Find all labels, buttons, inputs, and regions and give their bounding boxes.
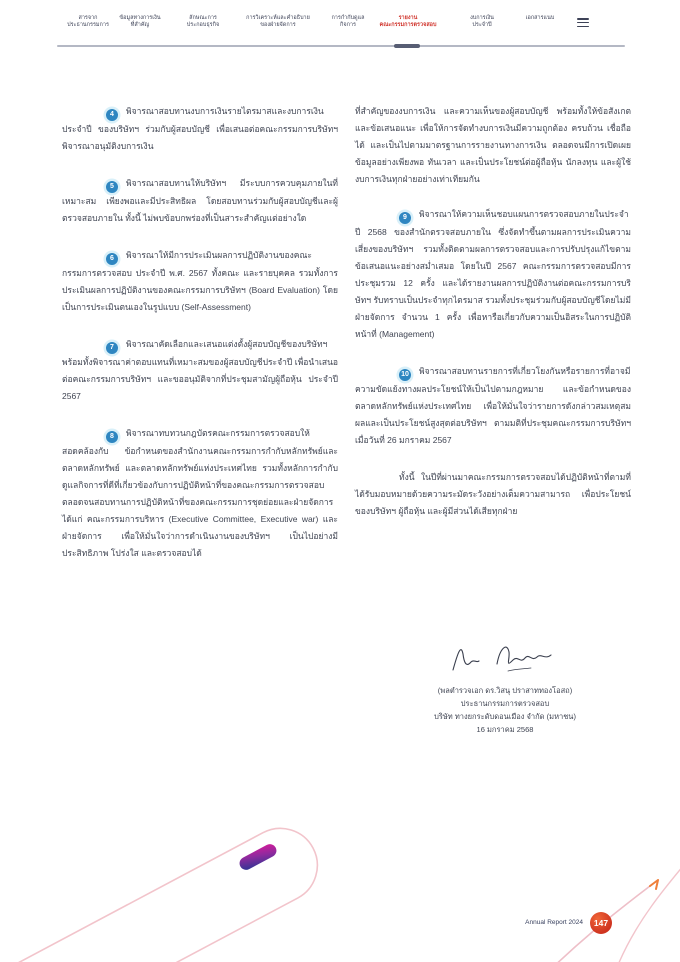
handwritten-signature [445, 638, 565, 680]
paragraph-item-9 [355, 206, 631, 343]
item-number-badge: 7 [106, 342, 118, 354]
item-number-badge: 9 [399, 212, 411, 224]
nav-tab-financial-highlights[interactable] [119, 15, 160, 29]
hamburger-menu-icon[interactable] [577, 18, 589, 28]
item-number-badge: 5 [106, 181, 118, 193]
signature-block [380, 638, 630, 736]
tab-label: งบการเงิน [470, 15, 494, 21]
section-progress-bar[interactable] [57, 45, 625, 47]
nav-tab-financial-statements[interactable] [470, 15, 494, 29]
nav-tab-governance[interactable] [331, 15, 364, 29]
tab-label: รายงาน [398, 15, 418, 21]
signature-date: 16 มกราคม 2568 [476, 725, 534, 734]
section-navigation [0, 0, 680, 52]
paragraph-text: พิจารณาสอบทานให้บริษัทฯ มีระบบการควบคุมภายในที่เหมาะสม เพียงพอและมีประสิทธิผล โดยสอบทานร่วมกับผู้สอบบัญชีและผู้ตรวจสอบภายใน ทั้งนี้ ไม่พบข้อบกพร่องที่เป็นสาระสำคัญแต่อย่างใด [62, 178, 338, 223]
tab-label: ลักษณะการ [189, 15, 217, 21]
paragraph-closing: ทั้งนี้ ในปีที่ผ่านมาคณะกรรมการตรวจสอบได้ปฏิบัติหน้าที่ตามที่ได้รับมอบหมายด้วยความระมัดระวังอย่างเต็มความสามารถ เพื่อประโยชน์ของบริษัทฯ ผู้ถือหุ้น และผู้มีส่วนได้เสียทุกฝ่าย [355, 472, 631, 516]
road-loop-outline [0, 815, 330, 962]
right-text-column [355, 103, 631, 540]
right-curve-line-2 [618, 846, 680, 962]
paragraph-continuation: ที่สำคัญของงบการเงิน และความเห็นของผู้สอบบัญชี พร้อมทั้งให้ข้อสังเกตและข้อเสนอแนะ เพื่อให้การจัดทำงบการเงินมีความถูกต้อง ครบถ้วน เชื่อถือได้ และเป็นไปตามมาตรฐานการรายงานทางการเงิน ตลอดจนมีการเปิดเผยข้อมูลอย่างเพียงพอ ทันเวลา และเป็นประโยชน์ต่อผู้ถือหุ้น นักลงทุน และผู้ใช้งบการเงินทุกฝ่ายอย่างเท่าเทียมกัน [355, 106, 631, 184]
paragraph-item-7 [62, 336, 338, 405]
tab-label: คณะกรรมการตรวจสอบ [379, 22, 437, 28]
signatory-name: (พลตำรวจเอก ดร.วิสนุ ปราสาททองโอสถ) [437, 686, 573, 695]
item-number-badge: 4 [106, 109, 118, 121]
item-number-badge: 6 [106, 253, 118, 265]
page-number-badge: 147 [590, 912, 612, 934]
tab-label: ประธานกรรมการ [67, 22, 109, 28]
left-text-column [62, 103, 338, 582]
tab-label: ประกอบธุรกิจ [186, 22, 220, 28]
nav-tab-mdna[interactable] [246, 15, 310, 29]
nav-tab-audit-committee-report[interactable] [380, 15, 437, 29]
footer-report-label: Annual Report 2024 [525, 919, 583, 926]
item-number-badge: 10 [399, 369, 411, 381]
tab-label: สารจาก [78, 15, 98, 21]
paragraph-text: พิจารณาสอบทานรายการที่เกี่ยวโยงกันหรือรายการที่อาจมีความขัดแย้งทางผลประโยชน์ให้เป็นไปตามกฎหมาย และข้อกำหนดของตลาดหลักทรัพย์แห่งประเทศไทย เพื่อให้มั่นใจว่ารายการดังกล่าวสมเหตุสมผลและเป็นประโยชน์สูงสุดต่อบริษัทฯ ตามมติที่ประชุมคณะกรรมการบริษัทฯ เมื่อวันที่ 26 มกราคม 2567 [355, 366, 631, 445]
gradient-capsule-vehicle [237, 842, 278, 872]
paragraph-text: พิจารณาให้ความเห็นชอบแผนการตรวจสอบภายในประจำปี 2568 ของสำนักตรวจสอบภายใน ซึ่งจัดทำขึ้นตามผลการประเมินความเสี่ยงของบริษัทฯ รวมทั้งติดตามผลการตรวจสอบและการปรับปรุงแก้ไขตามข้อเสนอแนะอย่างสม่ำเสมอ โดยในปี 2567 คณะกรรมการตรวจสอบมีการประชุมรวม 12 ครั้ง และได้รายงานผลการปฏิบัติงานต่อคณะกรรมการบริษัทฯ รับทราบเป็นประจำทุกไตรมาส รวมทั้งประชุมร่วมกับผู้สอบบัญชีโดยไม่มีฝ่ายจัดการ จำนวน 1 ครั้ง เพื่อหารือเกี่ยวกับความเป็นอิสระในการปฏิบัติหน้าที่ (Management) [355, 209, 631, 339]
paragraph-text: พิจารณาสอบทานงบการเงินรายไตรมาสและงบการเงิน ประจำปี ของบริษัทฯ ร่วมกับผู้สอบบัญชี เพื่อเสนอต่อคณะกรรมการบริษัทฯ พิจารณาอนุมัติงบการเงิน [62, 106, 338, 151]
progress-bar-knob[interactable] [394, 44, 420, 48]
paragraph-item-5 [62, 175, 338, 227]
tab-label: เอกสารแนบ [525, 15, 555, 21]
nav-tab-business[interactable] [187, 15, 219, 29]
paragraph-item-6 [62, 247, 338, 316]
arrow-icon [650, 880, 658, 889]
paragraph-text: พิจารณาทบทวนกฎบัตรคณะกรรมการตรวจสอบให้สอดคล้องกับ ข้อกำหนดของสำนักงานคณะกรรมการกำกับหลักทรัพย์และตลาดหลักทรัพย์ และตลาดหลักทรัพย์แห่งประเทศไทย รวมทั้งหลักการกำกับดูแลกิจการที่ดีที่เกี่ยวข้องกับการปฏิบัติหน้าที่ของคณะกรรมการตรวจสอบ ตลอดจนสอบทานการปฏิบัติหน้าที่ของคณะกรรมการชุดย่อยและฝ่ายจัดการ ได้แก่ คณะกรรมการบริหาร (Executive Committee, Executive war) และฝ่ายจัดการ เพื่อให้มั่นใจว่าการดำเนินงานของบริษัทฯ เป็นไปอย่างมีประสิทธิภาพ โปร่งใส และตรวจสอบได้ [62, 428, 338, 558]
tab-label: ประจำปี [472, 22, 492, 28]
tab-label: การกำกับดูแล [331, 15, 365, 21]
tab-label: การวิเคราะห์และคำอธิบาย [246, 15, 310, 21]
paragraph-item-10 [355, 363, 631, 449]
tab-label: ของฝ่ายจัดการ [260, 22, 296, 28]
nav-tab-chairman-message[interactable] [67, 15, 109, 29]
signatory-company: บริษัท ทางยกระดับดอนเมือง จำกัด (มหาชน) [434, 712, 576, 721]
tab-label: ข้อมูลทางการเงิน [119, 15, 161, 21]
nav-tab-attachments[interactable] [526, 15, 555, 22]
paragraph-item-8 [62, 425, 338, 562]
signatory-title: ประธานกรรมการตรวจสอบ [460, 699, 550, 708]
item-number-badge: 8 [106, 431, 118, 443]
tab-label: ที่สำคัญ [130, 22, 150, 28]
paragraph-text: พิจารณาคัดเลือกและเสนอแต่งตั้งผู้สอบบัญชีของบริษัทฯ พร้อมทั้งพิจารณาค่าตอบแทนที่เหมาะสมของผู้สอบบัญชีประจำปี เพื่อนำเสนอต่อคณะกรรมการบริษัทฯ และขออนุมัติจากที่ประชุมสามัญผู้ถือหุ้น ประจำปี 2567 [62, 339, 338, 401]
paragraph-text: พิจารณาให้มีการประเมินผลการปฏิบัติงานของคณะกรรมการตรวจสอบ ประจำปี พ.ศ. 2567 ทั้งคณะ และรายบุคคล รวมทั้งการประเมินผลการปฏิบัติงานของคณะกรรมการบริษัทฯ (Board Evaluation) โดยเป็นการประเมินตนเองในรูปแบบ (Self-Assessment) [62, 250, 338, 312]
tab-label: กิจการ [340, 22, 356, 28]
paragraph-item-4 [62, 103, 338, 155]
